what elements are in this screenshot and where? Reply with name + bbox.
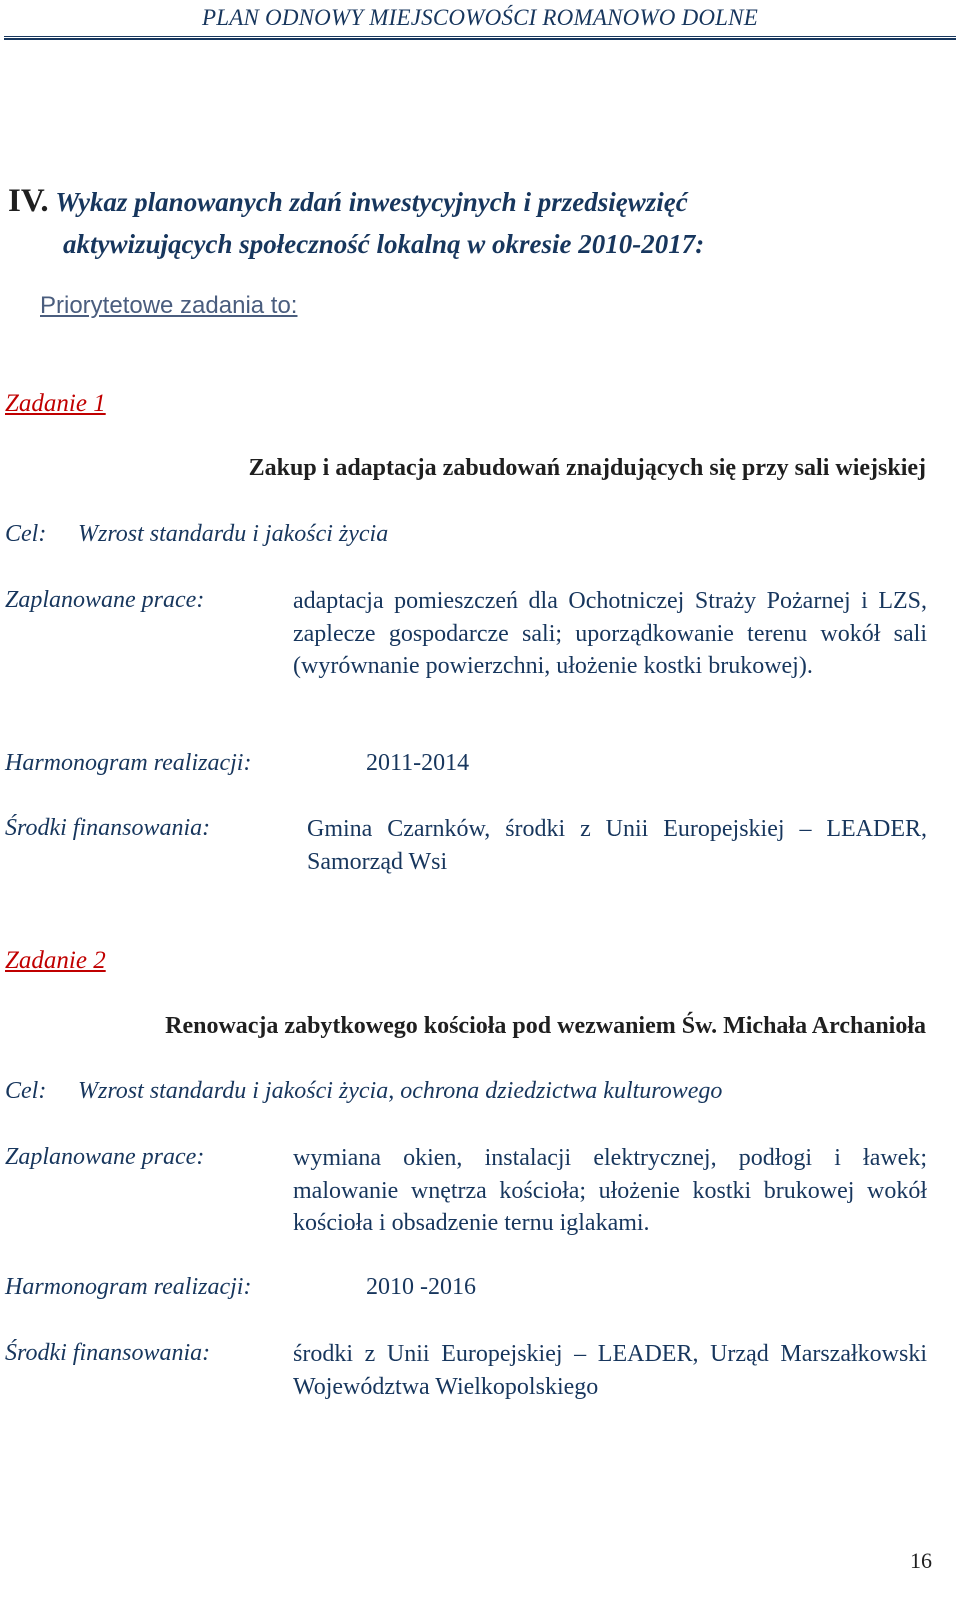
task-1-label: Zadanie 1 [5, 390, 106, 417]
task-2-goal-label: Cel: [5, 1078, 47, 1104]
section-title-line1: Wykaz planowanych zdań inwestycyjnych i przedsięwzięć [55, 187, 688, 217]
task-1-works-label: Zaplanowane prace: [5, 587, 205, 613]
task-1-funding: Gmina Czarnków, środki z Unii Europejskiej – LEADER, Samorząd Wsi [307, 816, 927, 875]
task-2-goal: Wzrost standardu i jakości życia, ochrona dziedzictwa kulturowego [78, 1078, 723, 1104]
document-title: PLAN ODNOWY MIEJSCOWOŚCI ROMANOWO DOLNE [202, 5, 758, 30]
task-2-works: wymiana okien, instalacji elektrycznej, podłogi i ławek; malowanie wnętrza kościoła; ułożenie kostki brukowej wokół kościoła i obsadzenie ternu iglakami. [293, 1145, 927, 1236]
task-2-schedule-label: Harmonogram realizacji: [5, 1274, 252, 1300]
task-1-schedule-label: Harmonogram realizacji: [5, 750, 252, 776]
task-2-works-label: Zaplanowane prace: [5, 1144, 205, 1170]
section-number: IV. [8, 183, 49, 219]
task-1-heading: Zakup i adaptacja zabudowań znajdujących się przy sali wiejskiej [248, 455, 926, 481]
section-title [8, 180, 953, 265]
page-header [0, 0, 960, 38]
task-2-heading: Renowacja zabytkowego kościoła pod wezwaniem Św. Michała Archanioła [165, 1013, 926, 1039]
task-2-schedule: 2010 -2016 [366, 1274, 476, 1300]
priority-intro: Priorytetowe zadania to: [40, 292, 298, 319]
task-1-goal-label: Cel: [5, 521, 47, 547]
task-2-funding: środki z Unii Europejskiej – LEADER, Urząd Marszałkowski Województwa Wielkopolskiego [293, 1341, 927, 1400]
task-1-works: adaptacja pomieszczeń dla Ochotniczej Straży Pożarnej i LZS, zaplecze gospodarcze sali; uporządkowanie terenu wokół sali (wyrównanie powierzchni, ułożenie kostki brukowej). [293, 588, 927, 679]
task-1-funding-label: Środki finansowania: [5, 815, 211, 841]
task-2-funding-label: Środki finansowania: [5, 1340, 211, 1366]
header-divider [4, 36, 956, 40]
task-1-goal: Wzrost standardu i jakości życia [78, 521, 389, 547]
task-2-label: Zadanie 2 [5, 947, 106, 974]
task-1-schedule: 2011-2014 [366, 750, 470, 776]
page-number: 16 [910, 1548, 932, 1573]
section-title-line2: aktywizujących społeczność lokalną w okresie 2010-2017: [63, 229, 705, 259]
